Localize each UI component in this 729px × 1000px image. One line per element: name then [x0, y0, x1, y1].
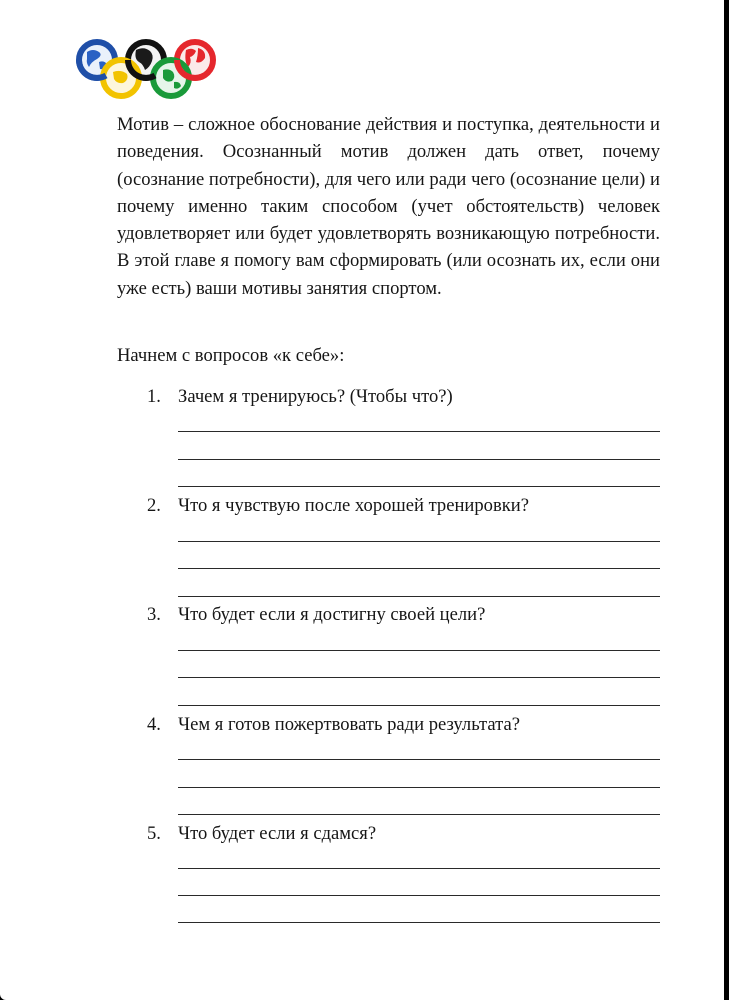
answer-line[interactable] — [178, 759, 660, 760]
intro-line: ваши мотивы занятия спортом. — [195, 277, 442, 299]
question-2 — [147, 492, 662, 519]
questions-lead: Начнем с вопросов «к себе»: — [117, 345, 345, 366]
globe-ring-yellow-icon — [103, 60, 139, 96]
question-number: 3. — [147, 604, 161, 625]
answer-line[interactable] — [178, 541, 660, 542]
intro-line: ответ, почему (осознание потребности), для чего или ради чего — [117, 141, 661, 190]
answer-line[interactable] — [178, 568, 660, 569]
question-text: Что я чувствую после хорошей тренировки? — [178, 495, 529, 516]
question-number: 5. — [147, 823, 161, 844]
intro-line: Мотив – сложное обоснование действия и поступка, — [117, 114, 534, 135]
question-1 — [147, 383, 662, 410]
answer-line[interactable] — [178, 431, 660, 432]
intro-line: (осознание цели) и почему именно таким способом (учет — [117, 168, 660, 217]
answer-line[interactable] — [178, 868, 660, 869]
intro-line: удовлетворять возникающую потребности. В этой главе я — [117, 223, 660, 272]
question-number: 4. — [147, 714, 161, 735]
intro-line: помогу вам сформировать (или осознать их, если они уже есть) — [117, 250, 660, 299]
question-number: 1. — [147, 386, 161, 407]
question-5 — [147, 820, 662, 847]
globe-ring-green-icon — [153, 60, 189, 96]
answer-line[interactable] — [178, 922, 660, 923]
intro-line: деятельности и поведения. Осознанный мотив должен дать — [117, 114, 660, 163]
question-text: Что будет если я сдамся? — [178, 823, 377, 844]
answer-line[interactable] — [178, 677, 660, 678]
question-text: Чем я готов пожертвовать ради результата? — [178, 714, 520, 735]
answer-line[interactable] — [178, 895, 660, 896]
answer-line[interactable] — [178, 459, 660, 460]
intro-line: обстоятельств) человек удовлетворяет или будет — [117, 195, 660, 245]
olympic-rings-logo — [70, 38, 222, 100]
question-text: Что будет если я достигну своей цели? — [178, 604, 486, 625]
answer-line[interactable] — [178, 814, 660, 815]
question-4 — [147, 711, 662, 738]
answer-line[interactable] — [178, 596, 660, 597]
answer-line[interactable] — [178, 486, 660, 487]
answer-line[interactable] — [178, 650, 660, 651]
answer-line[interactable] — [178, 787, 660, 788]
question-3 — [147, 601, 662, 628]
intro-paragraph — [117, 111, 660, 302]
answer-line[interactable] — [178, 705, 660, 706]
question-number: 2. — [147, 495, 161, 516]
question-text: Зачем я тренируюсь? (Чтобы что?) — [178, 386, 453, 407]
